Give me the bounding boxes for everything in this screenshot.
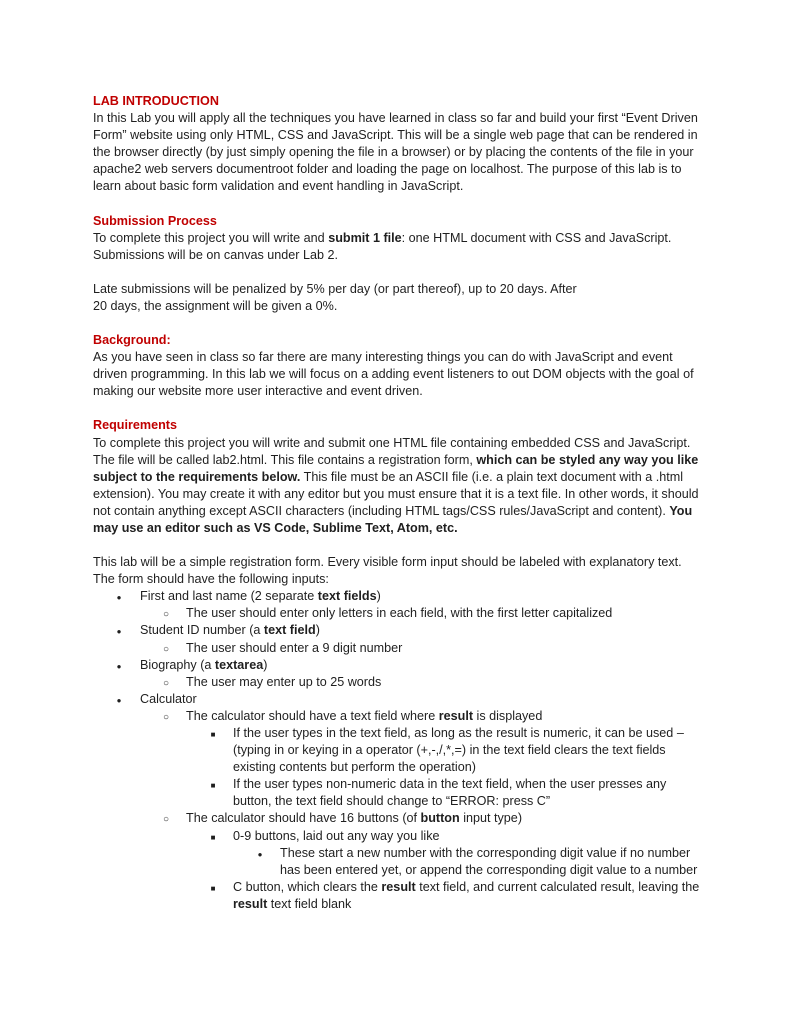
list-item-calculator: ● Calculator — [93, 691, 705, 708]
square-bullet-icon — [208, 725, 218, 743]
submission-process-text: To complete this project you will write and submit 1 file: one HTML document with CSS and JavaScript. Submissions will be on canvas under Lab 2. — [93, 230, 672, 262]
document-content — [93, 93, 705, 913]
list-item-calculator-buttons: ○ The calculator should have 16 buttons (of button input type) — [93, 810, 705, 827]
bullet-icon — [114, 691, 124, 709]
bullet-icon — [114, 657, 124, 675]
list-item-digit-buttons: ■ 0-9 buttons, laid out any way you like — [93, 828, 705, 845]
square-bullet-icon — [208, 776, 218, 794]
circle-bullet-icon — [161, 674, 171, 692]
late-policy-text: Late submissions will be penalized by 5% per day (or part thereof), up to 20 days. After 20 days, the assignment will be given a 0%. — [93, 281, 577, 313]
bullet-icon — [114, 622, 124, 640]
lab-introduction-heading: LAB INTRODUCTION — [93, 94, 219, 108]
list-item-name-detail: ○ The user should enter only letters in each field, with the first letter capitalized — [93, 605, 705, 622]
list-item-biography: ● Biography (a textarea) — [93, 657, 705, 674]
submission-process-heading: Submission Process — [93, 213, 217, 228]
list-item-digit-buttons-detail: ● These start a new number with the corresponding digit value if no number has been entered yet, or append the corresponding digit value to a number — [93, 845, 705, 879]
list-item-student-id: ● Student ID number (a text field) — [93, 622, 705, 639]
list-item-c-button: ■ C button, which clears the result text field, and current calculated result, leaving the result text field blank — [93, 879, 705, 913]
list-item-numeric-input: ■ If the user types in the text field, as long as the result is numeric, it can be used – (typing in or keying in a operator (+,-,/,*,=) in the text field clears the text fields existing contents but perform the operation) — [93, 725, 705, 776]
background-heading: Background: — [93, 333, 171, 348]
requirements-list — [93, 588, 705, 913]
background-text: As you have seen in class so far there are many interesting things you can do with JavaScript and event driven programming. In this lab we will focus on a adding event listeners to out DOM objects with the goal of making our website more user interactive and event driven. — [93, 350, 694, 399]
form-description: This lab will be a simple registration form. Every visible form input should be labeled with explanatory text. The form should have the following inputs: — [93, 555, 682, 587]
bullet-icon — [255, 845, 265, 863]
list-item-calculator-text-field: ○ The calculator should have a text field where result is displayed — [93, 708, 705, 725]
lab-introduction-text: In this Lab you will apply all the techniques you have learned in class so far and build your first “Event Driven Form” website using only HTML, CSS and JavaScript. This will be a single web page that can be rendered in the browser directly (by just simply opening the file in a browser) or by placing the contents of the file in your apache2 web servers documentroot folder and loading the page on localhost. The purpose of this lab is to learn about basic form validation and event handling in JavaScript. — [93, 111, 698, 194]
requirements-heading: Requirements — [93, 418, 177, 433]
square-bullet-icon — [208, 828, 218, 846]
list-item-name: ● First and last name (2 separate text fields) — [93, 588, 705, 605]
circle-bullet-icon — [161, 708, 171, 726]
list-item-biography-detail: ○ The user may enter up to 25 words — [93, 674, 705, 691]
list-item-non-numeric-input: ■ If the user types non-numeric data in the text field, when the user presses any button, the text field should change to “ERROR: press C” — [93, 776, 705, 810]
square-bullet-icon — [208, 879, 218, 897]
list-item-student-id-detail: ○ The user should enter a 9 digit number — [93, 640, 705, 657]
circle-bullet-icon — [161, 605, 171, 623]
circle-bullet-icon — [161, 640, 171, 658]
circle-bullet-icon — [161, 810, 171, 828]
requirements-text: To complete this project you will write and submit one HTML file containing embedded CSS and JavaScript. The file will be called lab2.html. This file contains a registration form, which can be styled any way you like subject to the requirements below. This file must be an ASCII file (i.e. a plain text document with a .html extension). You may create it with any editor but you must ensure that it is a text file. In other words, it should not contain anything except ASCII characters (including HTML tags/CSS rules/JavaScript and content). You may use an editor such as VS Code, Sublime Text, Atom, etc. — [93, 435, 699, 535]
bullet-icon — [114, 588, 124, 606]
